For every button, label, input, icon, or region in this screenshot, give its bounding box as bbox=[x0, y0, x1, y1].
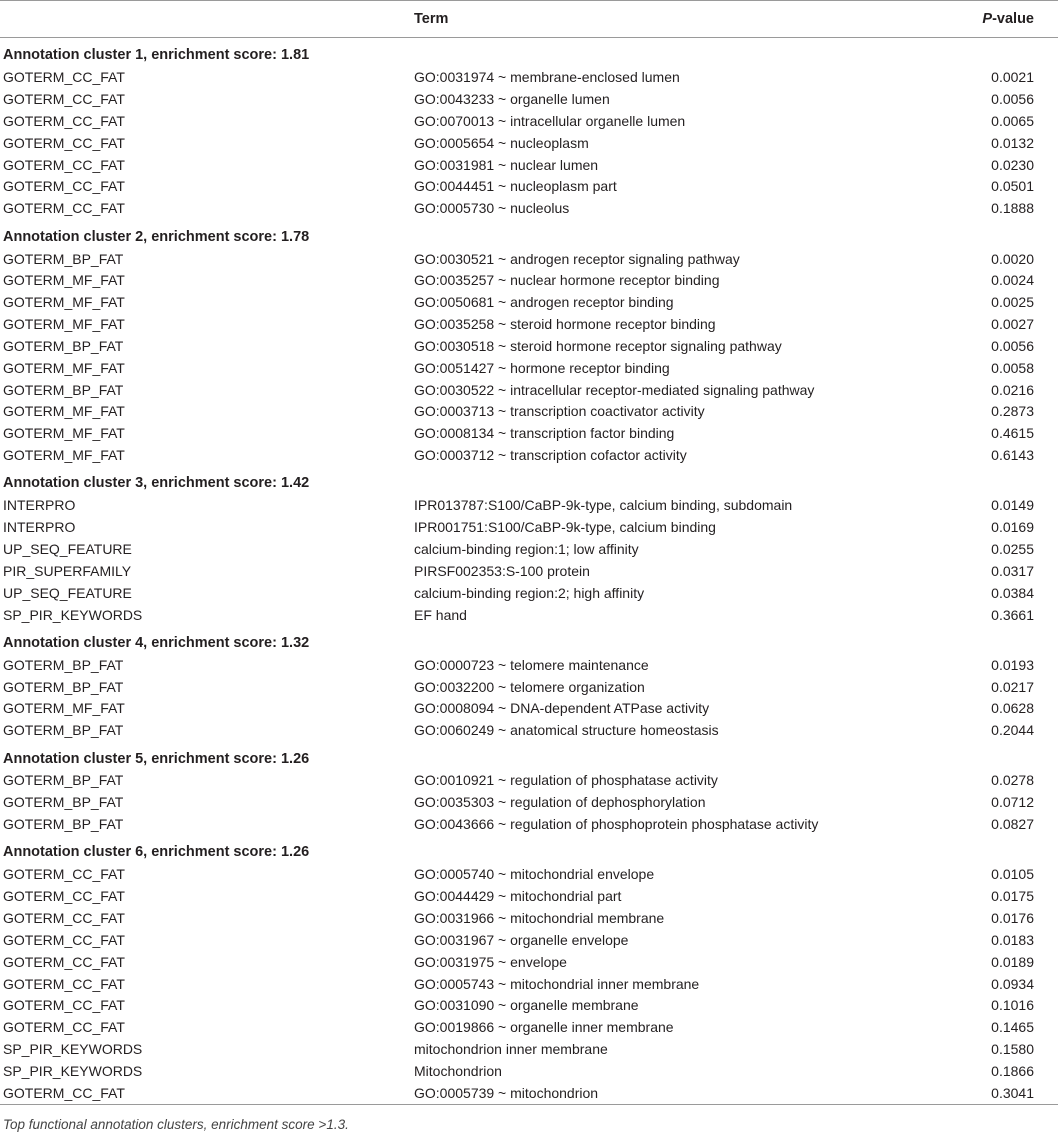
category-cell: GOTERM_MF_FAT bbox=[3, 294, 125, 311]
table-row bbox=[0, 770, 1058, 792]
table-row bbox=[0, 697, 1058, 719]
table-row bbox=[0, 494, 1058, 516]
category-cell: GOTERM_CC_FAT bbox=[3, 866, 125, 883]
term-cell: mitochondrion inner membrane bbox=[414, 1041, 608, 1058]
category-cell: GOTERM_MF_FAT bbox=[3, 447, 125, 464]
table-row bbox=[0, 335, 1058, 357]
term-cell: GO:0019866 ~ organelle inner membrane bbox=[414, 1019, 674, 1036]
table-row bbox=[0, 269, 1058, 291]
table-row bbox=[0, 951, 1058, 973]
table-row bbox=[0, 291, 1058, 313]
term-cell: GO:0008094 ~ DNA-dependent ATPase activity bbox=[414, 700, 710, 717]
cluster-title: Annotation cluster 1, enrichment score: 1.81 bbox=[3, 47, 310, 64]
category-cell: GOTERM_BP_FAT bbox=[3, 816, 124, 833]
category-cell: GOTERM_CC_FAT bbox=[3, 112, 125, 129]
table-row bbox=[0, 422, 1058, 444]
category-cell: GOTERM_CC_FAT bbox=[3, 156, 125, 173]
p-value-cell: 0.0278 bbox=[991, 772, 1034, 789]
cluster-header-row bbox=[0, 219, 1058, 247]
table-row bbox=[0, 313, 1058, 335]
p-value-cell: 0.0255 bbox=[991, 540, 1034, 557]
table-row bbox=[0, 379, 1058, 401]
category-cell: GOTERM_CC_FAT bbox=[3, 997, 125, 1014]
p-value-cell: 0.0058 bbox=[991, 359, 1034, 376]
category-cell: GOTERM_BP_FAT bbox=[3, 678, 124, 695]
table-body bbox=[0, 38, 1058, 1104]
category-cell: GOTERM_CC_FAT bbox=[3, 909, 125, 926]
cluster-header-row bbox=[0, 625, 1058, 653]
category-cell: GOTERM_MF_FAT bbox=[3, 316, 125, 333]
p-value-cell: 0.0317 bbox=[991, 562, 1034, 579]
term-cell: GO:0005739 ~ mitochondrion bbox=[414, 1084, 599, 1101]
term-cell: GO:0030521 ~ androgen receptor signaling pathway bbox=[414, 250, 740, 267]
table-row bbox=[0, 604, 1058, 626]
category-cell: GOTERM_MF_FAT bbox=[3, 359, 125, 376]
category-cell: GOTERM_MF_FAT bbox=[3, 403, 125, 420]
table-row bbox=[0, 516, 1058, 538]
category-cell: GOTERM_CC_FAT bbox=[3, 91, 125, 108]
table-row bbox=[0, 907, 1058, 929]
cluster-header-row bbox=[0, 835, 1058, 863]
term-cell: GO:0005730 ~ nucleolus bbox=[414, 200, 570, 217]
table-row bbox=[0, 791, 1058, 813]
table-row bbox=[0, 1016, 1058, 1038]
p-value-cell: 0.0056 bbox=[991, 337, 1034, 354]
category-cell: GOTERM_BP_FAT bbox=[3, 381, 124, 398]
p-value-cell: 0.0189 bbox=[991, 953, 1034, 970]
table-row bbox=[0, 676, 1058, 698]
table-row bbox=[0, 813, 1058, 835]
category-cell: GOTERM_CC_FAT bbox=[3, 931, 125, 948]
p-value-cell: 0.0176 bbox=[991, 909, 1034, 926]
term-cell: GO:0003712 ~ transcription cofactor activity bbox=[414, 447, 687, 464]
category-cell: GOTERM_CC_FAT bbox=[3, 200, 125, 217]
term-cell: GO:0031967 ~ organelle envelope bbox=[414, 931, 629, 948]
cluster-title: Annotation cluster 2, enrichment score: 1.78 bbox=[3, 228, 310, 245]
term-cell: GO:0031090 ~ organelle membrane bbox=[414, 997, 639, 1014]
table-row bbox=[0, 88, 1058, 110]
term-cell: IPR013787:S100/CaBP-9k-type, calcium binding, subdomain bbox=[414, 497, 793, 514]
category-cell: INTERPRO bbox=[3, 519, 76, 536]
cluster-title: Annotation cluster 4, enrichment score: 1.32 bbox=[3, 634, 310, 651]
table-row bbox=[0, 582, 1058, 604]
term-cell: GO:0070013 ~ intracellular organelle lumen bbox=[414, 112, 686, 129]
term-cell: GO:0008134 ~ transcription factor binding bbox=[414, 425, 675, 442]
category-cell: GOTERM_CC_FAT bbox=[3, 953, 125, 970]
table-bottom-rule bbox=[0, 1104, 1058, 1105]
p-value-cell: 0.0384 bbox=[991, 584, 1034, 601]
category-cell: GOTERM_BP_FAT bbox=[3, 772, 124, 789]
category-cell: SP_PIR_KEYWORDS bbox=[3, 606, 143, 623]
table-row bbox=[0, 560, 1058, 582]
term-cell: GO:0051427 ~ hormone receptor binding bbox=[414, 359, 670, 376]
cluster-header-row bbox=[0, 466, 1058, 494]
category-cell: GOTERM_MF_FAT bbox=[3, 425, 125, 442]
table-row bbox=[0, 401, 1058, 423]
p-value-cell: 0.1888 bbox=[991, 200, 1034, 217]
table-row bbox=[0, 863, 1058, 885]
table-row bbox=[0, 973, 1058, 995]
table-row bbox=[0, 654, 1058, 676]
p-value-cell: 0.0024 bbox=[991, 272, 1034, 289]
cluster-title: Annotation cluster 3, enrichment score: 1.42 bbox=[3, 475, 310, 492]
p-value-cell: 0.0149 bbox=[991, 497, 1034, 514]
term-cell: GO:0044429 ~ mitochondrial part bbox=[414, 888, 622, 905]
p-value-cell: 0.2044 bbox=[991, 722, 1034, 739]
p-value-cell: 0.3661 bbox=[991, 606, 1034, 623]
p-value-cell: 0.2873 bbox=[991, 403, 1034, 420]
term-cell: GO:0031974 ~ membrane-enclosed lumen bbox=[414, 69, 680, 86]
term-cell: IPR001751:S100/CaBP-9k-type, calcium binding bbox=[414, 519, 716, 536]
p-value-cell: 0.0193 bbox=[991, 656, 1034, 673]
table-row bbox=[0, 1082, 1058, 1104]
table-row bbox=[0, 248, 1058, 270]
term-cell: GO:0010921 ~ regulation of phosphatase activity bbox=[414, 772, 718, 789]
table-row bbox=[0, 197, 1058, 219]
term-cell: GO:0030518 ~ steroid hormone receptor signaling pathway bbox=[414, 337, 782, 354]
category-cell: GOTERM_MF_FAT bbox=[3, 700, 125, 717]
p-value-cell: 0.0501 bbox=[991, 178, 1034, 195]
term-cell: GO:0044451 ~ nucleoplasm part bbox=[414, 178, 617, 195]
category-cell: GOTERM_BP_FAT bbox=[3, 722, 124, 739]
table-row bbox=[0, 110, 1058, 132]
table-row bbox=[0, 929, 1058, 951]
table-row bbox=[0, 885, 1058, 907]
table-row bbox=[0, 176, 1058, 198]
term-cell: GO:0003713 ~ transcription coactivator activity bbox=[414, 403, 705, 420]
table-row bbox=[0, 994, 1058, 1016]
term-cell: GO:0030522 ~ intracellular receptor-mediated signaling pathway bbox=[414, 381, 815, 398]
category-cell: GOTERM_CC_FAT bbox=[3, 888, 125, 905]
term-cell: GO:0031981 ~ nuclear lumen bbox=[414, 156, 599, 173]
cluster-header-row bbox=[0, 741, 1058, 769]
category-cell: UP_SEQ_FEATURE bbox=[3, 540, 132, 557]
term-cell: calcium-binding region:1; low affinity bbox=[414, 540, 639, 557]
table-footnote: Top functional annotation clusters, enrichment score >1.3. bbox=[3, 1116, 349, 1132]
category-cell: GOTERM_BP_FAT bbox=[3, 337, 124, 354]
term-cell: calcium-binding region:2; high affinity bbox=[414, 584, 645, 601]
p-value-cell: 0.0827 bbox=[991, 816, 1034, 833]
term-cell: GO:0043666 ~ regulation of phosphoprotein phosphatase activity bbox=[414, 816, 819, 833]
category-cell: GOTERM_BP_FAT bbox=[3, 794, 124, 811]
p-value-cell: 0.3041 bbox=[991, 1084, 1034, 1101]
cluster-title: Annotation cluster 5, enrichment score: 1.26 bbox=[3, 750, 310, 767]
p-value-cell: 0.6143 bbox=[991, 447, 1034, 464]
category-cell: INTERPRO bbox=[3, 497, 76, 514]
table-row bbox=[0, 1038, 1058, 1060]
table-row bbox=[0, 357, 1058, 379]
table-row bbox=[0, 538, 1058, 560]
p-value-cell: 0.0230 bbox=[991, 156, 1034, 173]
category-cell: GOTERM_CC_FAT bbox=[3, 1019, 125, 1036]
category-cell: GOTERM_CC_FAT bbox=[3, 975, 125, 992]
table-row bbox=[0, 719, 1058, 741]
term-cell: GO:0005654 ~ nucleoplasm bbox=[414, 134, 589, 151]
p-value-cell: 0.4615 bbox=[991, 425, 1034, 442]
p-value-cell: 0.1465 bbox=[991, 1019, 1034, 1036]
p-value-cell: 0.0628 bbox=[991, 700, 1034, 717]
term-cell: GO:0032200 ~ telomere organization bbox=[414, 678, 645, 695]
table-row bbox=[0, 66, 1058, 88]
category-cell: GOTERM_CC_FAT bbox=[3, 134, 125, 151]
table-row bbox=[0, 444, 1058, 466]
table-row bbox=[0, 154, 1058, 176]
p-value-cell: 0.0132 bbox=[991, 134, 1034, 151]
category-cell: GOTERM_BP_FAT bbox=[3, 656, 124, 673]
category-cell: GOTERM_MF_FAT bbox=[3, 272, 125, 289]
p-value-cell: 0.0169 bbox=[991, 519, 1034, 536]
category-cell: SP_PIR_KEYWORDS bbox=[3, 1041, 143, 1058]
p-value-cell: 0.0183 bbox=[991, 931, 1034, 948]
term-cell: GO:0031975 ~ envelope bbox=[414, 953, 567, 970]
term-cell: EF hand bbox=[414, 606, 467, 623]
term-cell: PIRSF002353:S-100 protein bbox=[414, 562, 590, 579]
p-value-cell: 0.0217 bbox=[991, 678, 1034, 695]
cluster-header-row bbox=[0, 38, 1058, 66]
category-cell: UP_SEQ_FEATURE bbox=[3, 584, 132, 601]
p-value-cell: 0.0065 bbox=[991, 112, 1034, 129]
table-header-row bbox=[0, 0, 1058, 38]
term-cell: GO:0035303 ~ regulation of dephosphorylation bbox=[414, 794, 706, 811]
p-value-cell: 0.1580 bbox=[991, 1041, 1034, 1058]
p-value-cell: 0.0934 bbox=[991, 975, 1034, 992]
p-value-cell: 0.0021 bbox=[991, 69, 1034, 86]
p-value-cell: 0.0056 bbox=[991, 91, 1034, 108]
cluster-title: Annotation cluster 6, enrichment score: 1.26 bbox=[3, 844, 310, 861]
term-cell: GO:0031966 ~ mitochondrial membrane bbox=[414, 909, 665, 926]
term-cell: GO:0050681 ~ androgen receptor binding bbox=[414, 294, 674, 311]
table-row bbox=[0, 132, 1058, 154]
term-cell: GO:0060249 ~ anatomical structure homeostasis bbox=[414, 722, 719, 739]
term-cell: GO:0000723 ~ telomere maintenance bbox=[414, 656, 649, 673]
category-cell: SP_PIR_KEYWORDS bbox=[3, 1062, 143, 1079]
category-cell: GOTERM_BP_FAT bbox=[3, 250, 124, 267]
p-value-cell: 0.0712 bbox=[991, 794, 1034, 811]
term-cell: Mitochondrion bbox=[414, 1062, 502, 1079]
term-cell: GO:0005743 ~ mitochondrial inner membrane bbox=[414, 975, 700, 992]
p-value-cell: 0.0175 bbox=[991, 888, 1034, 905]
p-value-cell: 0.1016 bbox=[991, 997, 1034, 1014]
category-cell: GOTERM_CC_FAT bbox=[3, 1084, 125, 1101]
p-value-cell: 0.0216 bbox=[991, 381, 1034, 398]
p-value-cell: 0.0020 bbox=[991, 250, 1034, 267]
term-cell: GO:0035258 ~ steroid hormone receptor binding bbox=[414, 316, 716, 333]
category-cell: GOTERM_CC_FAT bbox=[3, 178, 125, 195]
p-value-cell: 0.0105 bbox=[991, 866, 1034, 883]
term-cell: GO:0043233 ~ organelle lumen bbox=[414, 91, 610, 108]
term-column-header: Term bbox=[414, 11, 449, 27]
p-value-column-header: P-value bbox=[982, 11, 1034, 27]
table-row bbox=[0, 1060, 1058, 1082]
p-value-cell: 0.0027 bbox=[991, 316, 1034, 333]
category-cell: PIR_SUPERFAMILY bbox=[3, 562, 132, 579]
term-cell: GO:0005740 ~ mitochondrial envelope bbox=[414, 866, 655, 883]
category-cell: GOTERM_CC_FAT bbox=[3, 69, 125, 86]
term-cell: GO:0035257 ~ nuclear hormone receptor binding bbox=[414, 272, 720, 289]
p-value-cell: 0.1866 bbox=[991, 1062, 1034, 1079]
p-value-cell: 0.0025 bbox=[991, 294, 1034, 311]
